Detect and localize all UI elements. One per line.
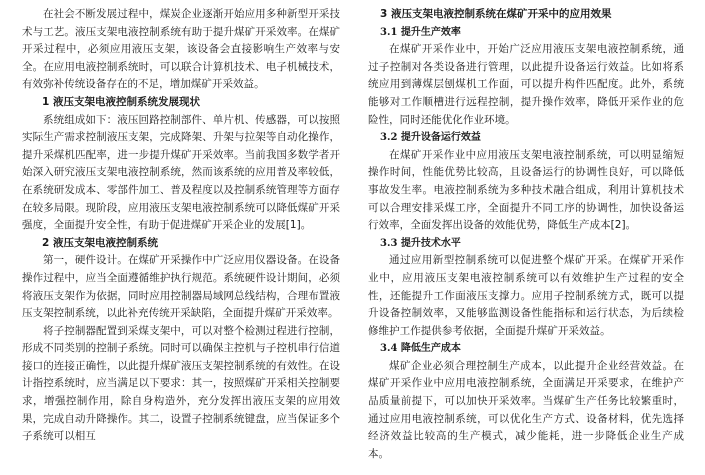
section-3-3-paragraph: 通过应用新型控制系统可以促进整个煤矿开采。在煤矿开采作业中，应用液压支架电液控制系统可以有效维护生产过程的安全性，还能提升工作面液压支撑力。应用子控制系统方式，既可以提升设备控制效率，又能够监测设备性能指标和运行状态，为后续检修维护工作提供参考依据，全面提升煤矿开采效益。 xyxy=(368,254,684,337)
section-3-4-paragraph: 煤矿企业必须合理控制生产成本，以此提升企业经营效益。在煤矿开采作业中应用电液控制系统，全面满足开采要求，在维护产品质量前提下，可以加快开采效率。当煤矿生产任务比较繁重时，通过应用电液控制系统，可以优化生产方式、设备材料，优先选择经济效益比较高的生产模式，减少能耗，进一步降低企业生产成本。 xyxy=(368,359,684,460)
section-3-1-heading: 3.1 提升生产效率 xyxy=(380,26,461,38)
section-3-3-heading: 3.3 提升技术水平 xyxy=(380,237,461,249)
section-3-heading: 3 液压支架电液控制系统在煤矿开采中的应用效果 xyxy=(380,8,612,20)
section-3-2-paragraph: 在煤矿开采作业中应用液压支架电液控制系统，可以明显缩短操作时间，性能优势比较高，且设备运行的协调性良好，可以降低事故发生率。电液控制系统为多种技术融合组成，利用计算机技术可以合理安排采煤工序，全面提升不同工序的协调性，加快设备运行效率，全面发挥出设备的效能优势，降低生产成本[2]。 xyxy=(368,148,684,232)
intro-paragraph: 在社会不断发展过程中，煤炭企业逐渐开始应用多种新型开采技术与工艺。液压支架电液控制系统有助于提升煤矿开采效率。在煤矿开采过程中，必须应用液压支架，该设备会直接影响生产效率与安全。在应用电液控制系统时，可以联合计算机技术、电子机械技术，有效弥补传统设备存在的不足，增加煤矿开采效益。 xyxy=(22,8,340,91)
section-2-heading: 2 液压支架电液控制系统 xyxy=(42,236,158,249)
right-column xyxy=(368,6,684,463)
left-column xyxy=(22,6,340,446)
section-1-heading: 1 液压支架电液控制系统发展现状 xyxy=(42,95,200,108)
hardware-design-paragraph: 第一，硬件设计。在煤矿开采操作中广泛应用仪器设备。在设备操作过程中，应当全面遵循维护执行规范。系统硬件设计期间，必须将液压支架作为依据，同时应用控制器局域网总线结构，合理布置液压支架控制系统，以此补充传统开采缺陷，全面提升煤矿开采效率。 xyxy=(22,254,340,320)
section-3-1-paragraph: 在煤矿开采作业中，开始广泛应用液压支架电液控制系统，通过子控制对各类设备进行管理，以此提升设备运行效益。比如将系统应用到薄煤层刨煤机工作面，可以提升构件匹配度。此外，系统能够对工作顺槽进行远程控制，提升操作效率，降低开采作业的危险性，同时还能优化作业环境。 xyxy=(368,43,684,126)
sub-controller-paragraph: 将子控制器配置到采煤支架中，可以对整个检测过程进行控制，形成不同类别的控制子系统。同时可以确保主控机与子控机串行信道接口的连接正确性，以此提升煤矿液压支架控制系统的有效性。在设计指控系统时，应当满足以下要求：其一，按照煤矿开采相关控制要求，增强控制作用，除自身构造外，充分发挥出液压支架的应用效果，完成自动升降操作。其二，设置子控制系统键盘，应当保证多个子系统可以相互 xyxy=(22,324,340,443)
section-3-4-heading: 3.4 降低生产成本 xyxy=(380,343,461,355)
section-3-2-heading: 3.2 提升设备运行效益 xyxy=(380,132,481,144)
section-1-paragraph: 系统组成如下：液压回路控制部件、单片机、传感器，可以按照实际生产需求控制液压支架，完成降架、升架与拉架等自动化操作，提升采煤机匹配率，进一步提升煤矿开采效率。当前我国多数学者开始深入研究液压支架电液控制系统，然而该系统的应用普及率较低，在系统研发成本、零部件加工、普及程度以及控制系统管理等方面存在较多局限。现阶段，应用液压支架电液控制系统可以降低煤矿开采强度，全面提升安全性，有助于促进煤矿开采企业的发展[1]。 xyxy=(22,113,340,232)
